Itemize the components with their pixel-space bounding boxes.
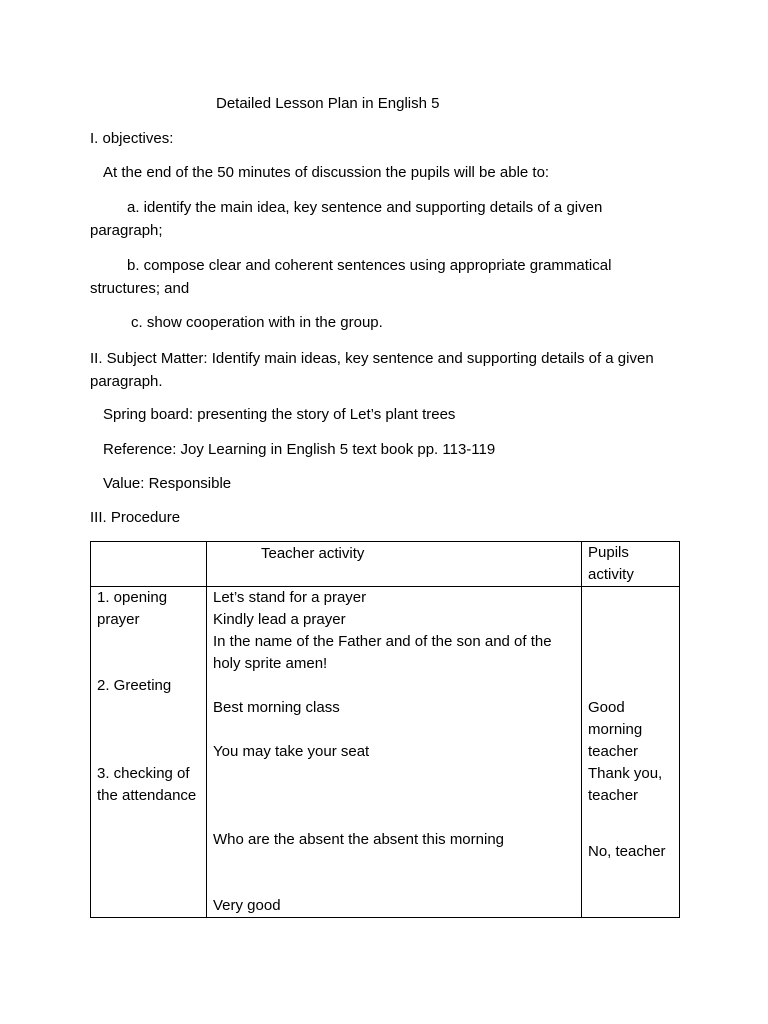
objective-item-c: c. show cooperation with in the group. bbox=[131, 314, 383, 331]
procedure-heading: III. Procedure bbox=[90, 509, 181, 526]
pupils-line: Good morning teacher bbox=[588, 699, 643, 760]
table-row bbox=[91, 587, 680, 918]
header-cell-teacher bbox=[207, 542, 582, 587]
objective-item-b: b. compose clear and coherent sentences using appropriate grammatical structures; and bbox=[90, 257, 612, 297]
subject-matter-heading: II. Subject Matter: Identify main ideas, key sentence and supporting details of a given paragraph. bbox=[90, 350, 654, 390]
document-title: Detailed Lesson Plan in English 5 bbox=[216, 95, 440, 112]
step-cell bbox=[91, 587, 207, 918]
pupils-cell bbox=[582, 587, 680, 918]
objectives-intro: At the end of the 50 minutes of discussion the pupils will be able to: bbox=[103, 164, 550, 181]
teacher-line: Best morning class bbox=[213, 699, 340, 716]
teacher-line: Who are the absent the absent this morning bbox=[213, 831, 505, 848]
objective-item-a: a. identify the main idea, key sentence and supporting details of a given paragraph; bbox=[90, 199, 603, 239]
pupils-line: No, teacher bbox=[588, 843, 666, 860]
teacher-line: Very good bbox=[213, 897, 281, 914]
header-teacher-label: Teacher activity bbox=[261, 545, 365, 562]
step-opening-prayer: 1. opening prayer bbox=[97, 589, 168, 628]
teacher-line: You may take your seat bbox=[213, 743, 370, 760]
teacher-line: Let’s stand for a prayer bbox=[213, 589, 367, 606]
header-cell-step bbox=[91, 542, 207, 587]
teacher-line: In the name of the Father and of the son and of the holy sprite amen! bbox=[213, 633, 552, 672]
procedure-table bbox=[90, 541, 680, 918]
value: Value: Responsible bbox=[103, 475, 232, 492]
step-greeting: 2. Greeting bbox=[97, 677, 172, 694]
header-cell-pupils: Pupils activity bbox=[582, 542, 680, 587]
spring-board: Spring board: presenting the story of Let’s plant trees bbox=[103, 406, 456, 423]
teacher-cell bbox=[207, 587, 582, 918]
table-header-row bbox=[91, 542, 680, 587]
objectives-heading: I. objectives: bbox=[90, 130, 174, 147]
reference: Reference: Joy Learning in English 5 text book pp. 113-119 bbox=[103, 441, 496, 458]
step-attendance: 3. checking of the attendance bbox=[97, 765, 197, 804]
teacher-line: Kindly lead a prayer bbox=[213, 611, 346, 628]
pupils-line: Thank you, teacher bbox=[588, 765, 663, 804]
